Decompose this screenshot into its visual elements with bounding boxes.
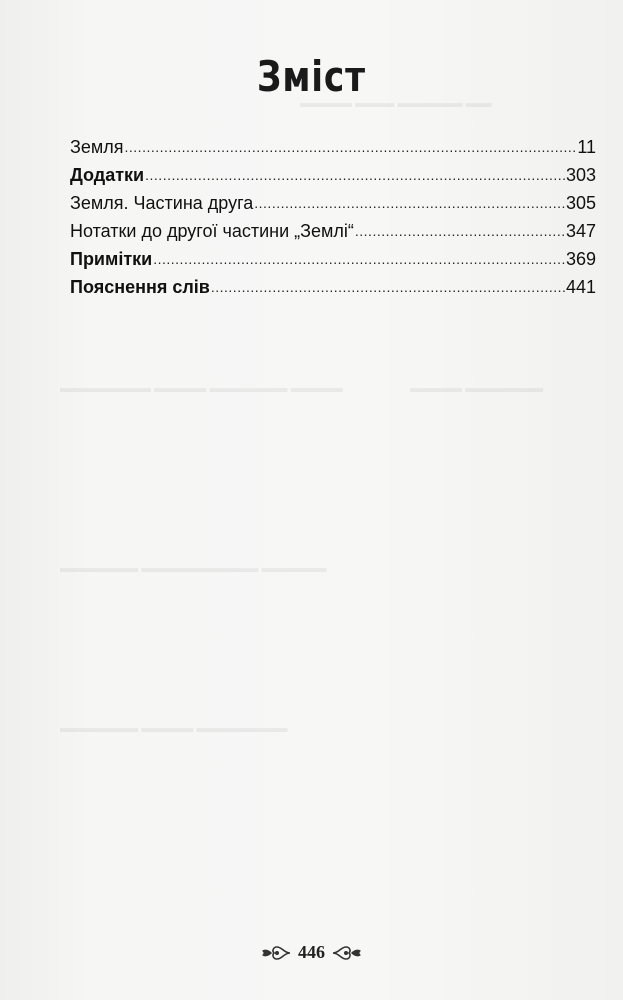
floral-ornament-icon xyxy=(260,943,292,963)
toc-entry-title: Додатки xyxy=(70,165,145,185)
show-through-texture: ▬▬▬▬▬▬▬ ▬▬▬▬ ▬▬▬▬▬▬ ▬▬▬▬ xyxy=(60,380,343,395)
toc-leader-dots xyxy=(211,276,565,297)
show-through-texture: ▬▬▬▬▬▬ ▬▬▬▬ ▬▬▬▬▬▬▬ xyxy=(60,720,288,735)
toc-entry-page: 347 xyxy=(565,221,596,241)
toc-entry[interactable] xyxy=(70,221,596,249)
show-through-texture: ▬▬▬▬▬▬ ▬▬▬▬▬▬▬▬▬ ▬▬▬▬▬ xyxy=(60,560,327,575)
toc-entry-page: 11 xyxy=(577,137,596,157)
toc-entry[interactable] xyxy=(70,249,596,277)
toc-entry-title: Земля xyxy=(70,137,124,157)
page-number: 446 xyxy=(298,942,325,962)
toc-leader-dots xyxy=(153,248,565,269)
show-through-texture: ▬▬▬▬ ▬▬▬ ▬▬▬▬▬ ▬▬ xyxy=(300,95,492,110)
toc-entry-title: Нотатки до другої частини „Землі“ xyxy=(70,221,354,241)
toc-leader-dots xyxy=(145,164,565,185)
table-of-contents xyxy=(70,137,596,305)
toc-entry-page: 441 xyxy=(565,277,596,297)
toc-entry[interactable] xyxy=(70,137,596,165)
toc-leader-dots xyxy=(125,136,577,157)
show-through-texture: ▬▬▬▬ ▬▬▬▬▬▬ xyxy=(410,380,544,395)
toc-entry-page: 369 xyxy=(565,249,596,269)
toc-entry-page: 305 xyxy=(565,193,596,213)
toc-entry[interactable] xyxy=(70,193,596,221)
page-title: Зміст xyxy=(257,52,366,101)
toc-entry[interactable] xyxy=(70,277,596,305)
toc-entry-title: Земля. Частина друга xyxy=(70,193,254,213)
floral-ornament-icon xyxy=(331,943,363,963)
toc-entry[interactable] xyxy=(70,165,596,193)
toc-entry-title: Примітки xyxy=(70,249,153,269)
toc-leader-dots xyxy=(254,192,565,213)
toc-entry-title: Пояснення слів xyxy=(70,277,210,297)
page-footer xyxy=(0,942,623,963)
toc-entry-page: 303 xyxy=(565,165,596,185)
toc-leader-dots xyxy=(355,220,565,241)
